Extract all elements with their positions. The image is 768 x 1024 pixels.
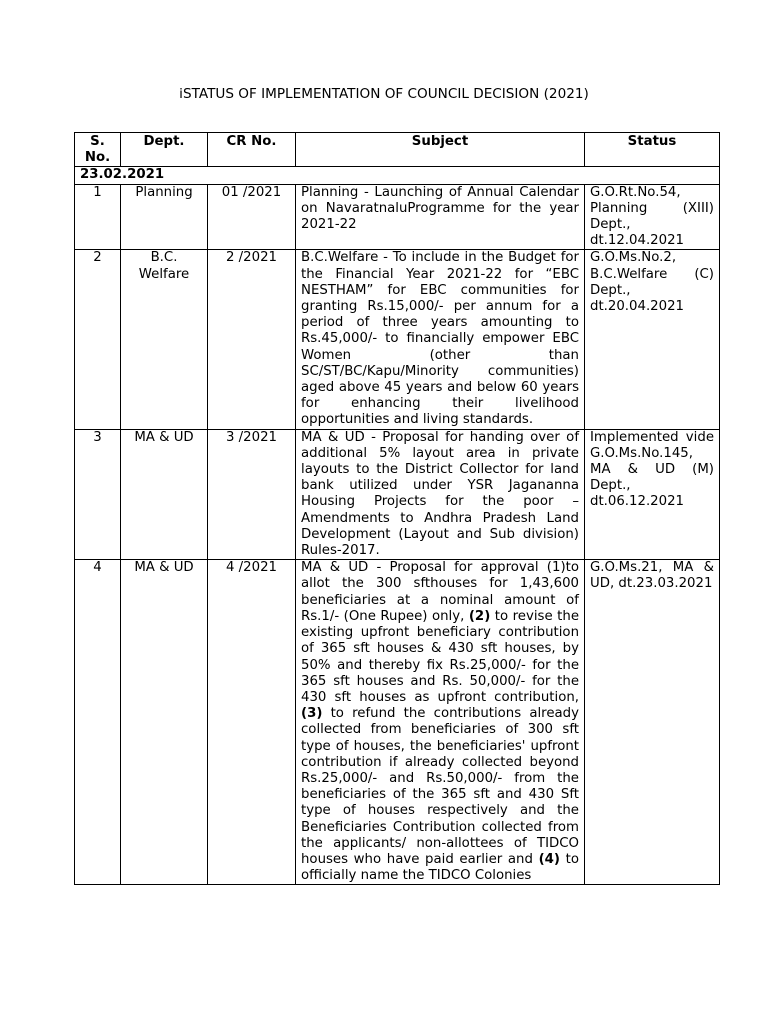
table-row — [75, 429, 720, 560]
cell-status: G.O.Ms.21, MA & UD, dt.23.03.2021 — [585, 560, 720, 885]
cell-sno: 4 — [75, 560, 121, 885]
header-sno: S. No. — [75, 133, 121, 167]
table-row — [75, 184, 720, 250]
cell-status: G.O.Rt.No.54, Planning (XIII) Dept., dt.12.04.2021 — [585, 184, 720, 250]
table-row — [75, 560, 720, 885]
subject-text-fragment: MA & UD - Proposal for approval (1)to allot the 300 sfthouses for 1,43,600 beneficiaries at a nominal amount of Rs.1/- (One Rupee) only, — [301, 560, 579, 624]
cell-cr-no: 2 /2021 — [208, 250, 296, 429]
subject-bold-fragment: (3) — [301, 706, 323, 722]
cell-cr-no: 4 /2021 — [208, 560, 296, 885]
subject-bold-fragment: (4) — [538, 851, 560, 867]
cell-dept: MA & UD — [121, 560, 208, 885]
page-title: iSTATUS OF IMPLEMENTATION OF COUNCIL DECISION (2021) — [179, 86, 589, 102]
cell-status: Implemented vide G.O.Ms.No.145, MA & UD (M) Dept., dt.06.12.2021 — [585, 429, 720, 560]
subject-bold-fragment: (2) — [468, 608, 491, 624]
subject-text-fragment: to refund the contributions already collected from beneficiaries of 300 sft type of houses, the beneficiaries' upfront contribution if already collected beyond Rs.25,000/- and Rs.50,000/- from the beneficiaries of the 365 sft and 430 Sft type of houses respectively and the Beneficiaries Contribution collected from the applicants/ non-allottees of TIDCO houses who have paid earlier and — [301, 706, 579, 867]
cell-dept: MA & UD — [121, 429, 208, 560]
cell-cr-no: 3 /2021 — [208, 429, 296, 560]
subject-text-fragment: to revise the existing upfront beneficiary contribution of 365 sft houses & 430 sft houses, by 50% and thereby fix Rs.25,000/- for the 365 sft houses and Rs. 50,000/- for the 430 sft houses as upfront contribution, — [301, 608, 579, 705]
header-status: Status — [585, 133, 720, 167]
cell-subject: Planning - Launching of Annual Calendar on NavaratnaluProgramme for the year 2021-22 — [296, 184, 585, 250]
table-header-row — [75, 133, 720, 167]
date-group-label: 23.02.2021 — [75, 167, 720, 184]
cell-sno: 1 — [75, 184, 121, 250]
cell-sno: 2 — [75, 250, 121, 429]
header-subject: Subject — [296, 133, 585, 167]
cell-subject — [296, 560, 585, 885]
header-cr-no: CR No. — [208, 133, 296, 167]
table-row — [75, 250, 720, 429]
cell-dept: Planning — [121, 184, 208, 250]
subject-text-fragment: to officially name the TIDCO Colonies — [301, 851, 580, 884]
cell-status: G.O.Ms.No.2, B.C.Welfare (C) Dept., dt.20.04.2021 — [585, 250, 720, 429]
council-decision-table — [74, 132, 720, 885]
cell-sno: 3 — [75, 429, 121, 560]
cell-subject: MA & UD - Proposal for handing over of additional 5% layout area in private layouts to the District Collector for land bank utilized under YSR Jagananna Housing Projects for the poor – Amendments to Andhra Pradesh Land Development (Layout and Sub division) Rules-2017. — [296, 429, 585, 560]
header-dept: Dept. — [121, 133, 208, 167]
cell-dept: B.C. Welfare — [121, 250, 208, 429]
cell-subject: B.C.Welfare - To include in the Budget for the Financial Year 2021-22 for “EBC NESTHAM” for EBC communities for granting Rs.15,000/- per annum for a period of three years amounting to Rs.45,000/- to financially empower EBC Women (other than SC/ST/BC/Kapu/Minority communities) aged above 45 years and below 60 years for enhancing their livelihood opportunities and living standards. — [296, 250, 585, 429]
cell-cr-no: 01 /2021 — [208, 184, 296, 250]
date-group-row — [75, 167, 720, 184]
